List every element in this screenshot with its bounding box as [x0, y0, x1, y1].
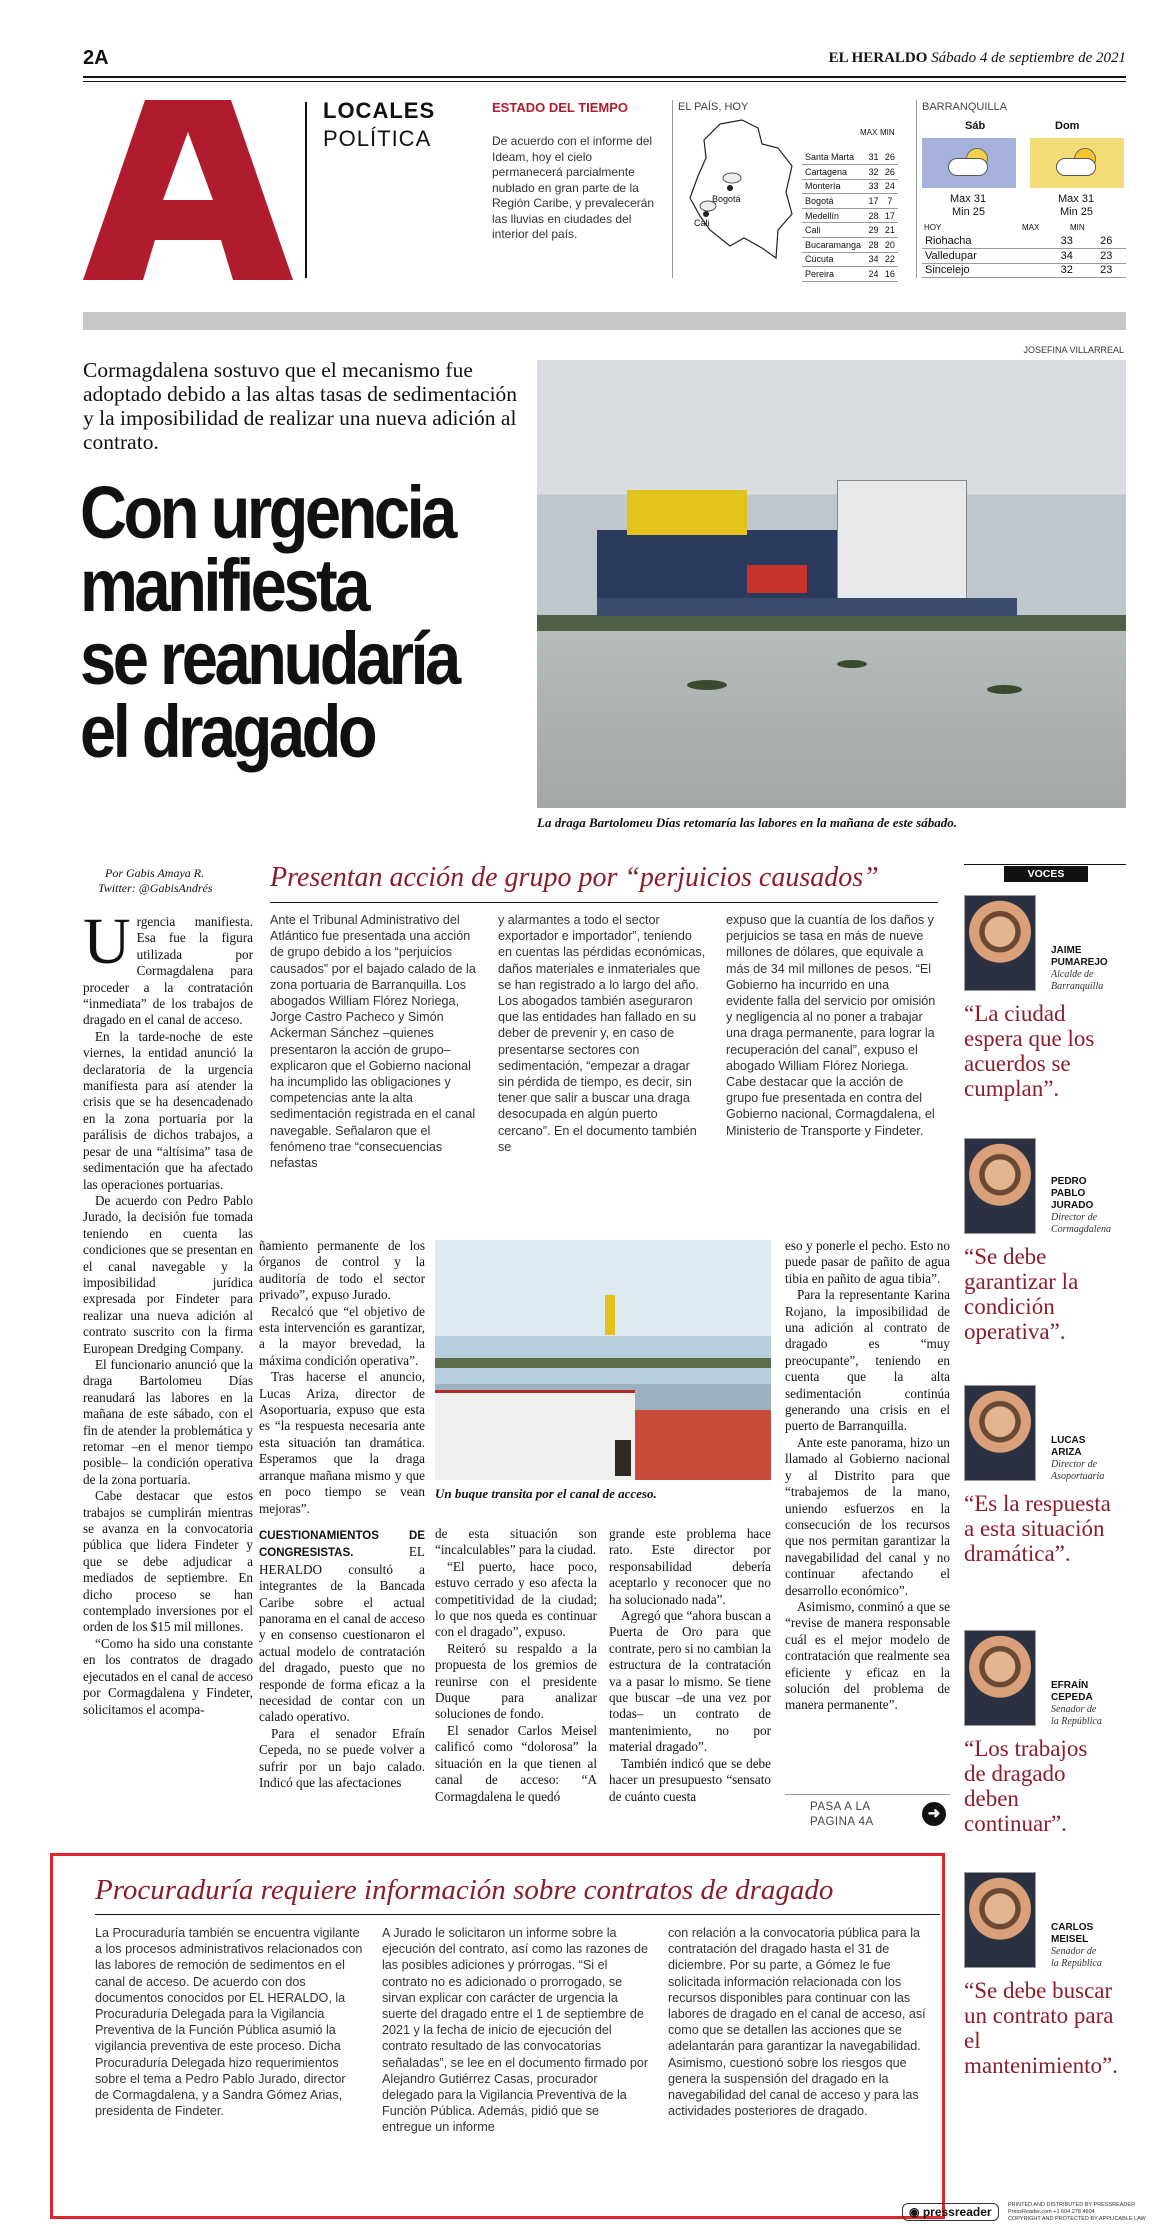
paragraph: Recalcó que “el objetivo de esta intervención es garantizar, a la mayor brevedad, la máxima condición operativa”. [259, 1303, 425, 1368]
city-row [802, 165, 898, 180]
city-row [802, 194, 898, 209]
voces-rule [964, 864, 1126, 865]
byline-twitter: Twitter: @GabisAndrés [98, 881, 213, 895]
footer-brand: pressreader [922, 2205, 992, 2219]
sidebar-column-1: Ante el Tribunal Administrativo del Atlántico fue presentada una acción de grupo debido a los “perjuicios causados” por el bajado calado de la zona portuaria de Barranquilla. Los abogados William Flórez Noriega, Jorge Castro Pacheco y Simón Ackerman Sánchez –quienes presentaron la acción de grupo– explicaron que el Gobierno nacional ha incumplido las obligaciones y competencias ante la alta sedimentación registrada en el canal navegable. Señalaron que el fenómeno trae “consecuencias nefastas [270, 913, 476, 1171]
jump-rule [785, 1794, 950, 1795]
voice-name: JURADO [1051, 1200, 1094, 1211]
city-name: Valledupar [922, 249, 1047, 264]
city-name: Pereira [802, 267, 865, 282]
paragraph: Cabe destacar que estos trabajos se cumplirán mientras se avanza en la convocatoria pública que lidera Findeter y que se debe adjudicar a mediados de septiembre. En dicho proceso se han contemplado inversiones por el orden de los $15 mil millones. [83, 1488, 253, 1635]
voice-role: la República [1051, 1958, 1102, 1969]
voice-role: Senador de [1051, 1946, 1097, 1957]
map-label-cali: Cali [694, 218, 710, 228]
jump-text-1: PASA A LA [810, 1801, 871, 1813]
city-name: Cali [802, 223, 865, 238]
dredge-photo [537, 360, 1126, 808]
city-max: 34 [1047, 249, 1086, 264]
city-min: 7 [882, 194, 898, 209]
paragraph: rgencia manifiesta. Esa fue la figura utilizada por Cormagdalena para proceder a la contratación “inmediata” de los trabajos de dragado en el canal de acceso. [83, 914, 253, 1028]
avatar [964, 1872, 1036, 1968]
max-header: MAX [860, 128, 878, 137]
paragraph: El senador Carlos Meisel calificó como “dolorosa” la situación en la que tienen al canal de acceso: “A Cormagdalena le quedó [435, 1722, 597, 1804]
sidebar-column-2: A Jurado le solicitaron un informe sobre la ejecución del contrato, así como las razones de las posibles adiciones y prórrogas. “Si el contrato no es adicionado o prorrogado, se sirvan explicar con carácter de urgencia la suerte del dragado entre el 1 de septiembre de 2021 y la fecha de inicio de ejecución del contrato resultado de las convocatorias señaladas”, se lee en el documento firmado por Alejandro Gutiérrez Casas, procurador delegado para la Vigilancia Preventiva de la Función Pública. Además, pidió que se entregue un informe [382, 1926, 649, 2135]
sidebar-rule [95, 1914, 940, 1915]
paragraph: “El puerto, hace poco, estuvo cerrado y eso afecta la competitividad de la ciudad; lo que nos queda es continuar con el dragado”, expuso. [435, 1558, 597, 1640]
voice-name: ARIZA [1051, 1447, 1082, 1458]
voice-quote: “Se debe garantizar la condición operativa”. [964, 1244, 1079, 1344]
byline-author: Por Gabis Amaya R. [105, 866, 205, 880]
section-subname: POLÍTICA [323, 126, 432, 151]
city-min: 16 [882, 267, 898, 282]
city-name: Riohacha [922, 234, 1047, 249]
deck: Cormagdalena sostuvo que el mecanismo fue adoptado debido a las altas tasas de sedimentación y la imposibilidad de realizar una nueva adición al contrato. [83, 358, 518, 454]
city-row [802, 208, 898, 223]
voice-person [1051, 945, 1126, 993]
sidebar-rule [270, 902, 938, 903]
headline-line-4: el dragado [80, 690, 375, 773]
city-name: Bogotá [802, 194, 865, 209]
pressreader-icon: ◉ [909, 2205, 920, 2219]
subhead: CUESTIONAMIENTOS DE CONGRESISTAS. [259, 1529, 425, 1560]
voice-name: PEDRO [1051, 1176, 1087, 1187]
photo-caption: La draga Bartolomeu Días retomaría las labores en la mañana de este sábado. [537, 815, 957, 830]
voice-name: CEPEDA [1051, 1692, 1093, 1703]
dropcap: U [83, 905, 131, 978]
paragraph: Asimismo, conminó a que se “revise de manera responsable cuál es el mejor modelo de contratación que realmente sea eficiente y eficaz en la solución del problema de manera permanente”. [785, 1598, 950, 1713]
voice-name: LUCAS [1051, 1435, 1086, 1446]
weather-text: De acuerdo con el informe del Ideam, hoy el cielo permanecerá parcialmente nublado en gran parte de la Región Caribe, y prevalecerán las lluvias en ciudades del interior del país. [492, 134, 655, 241]
city-min: 23 [1087, 249, 1127, 264]
headline [80, 471, 485, 773]
country-label: EL PAÍS, HOY [678, 101, 749, 113]
jump-text-2: PAGINA 4A [810, 1816, 874, 1828]
sat-max: Max 31 [950, 193, 987, 205]
city-max: 31 [865, 150, 881, 165]
paragraph: El funcionario anunció que la draga Bartolomeu Días reanudará las labores en la mañana de este sábado, con el fin de atender la problemática y retomar –en el menor tiempo posible– la condición operativa de la zona portuaria. [83, 1356, 253, 1487]
section-divider [305, 102, 307, 278]
headline-line-1: Con urgencia [80, 471, 454, 554]
voice-person [1051, 1176, 1126, 1236]
city-min: 23 [1087, 263, 1127, 278]
paragraph: “Como ha sido una constante en los contratos de dragado ejecutados en el canal de acceso por Cormagdalena y Findeter, solicitamos el acompa- [83, 1635, 253, 1717]
page-number: 2A [83, 47, 109, 69]
local-label: BARRANQUILLA [922, 101, 1007, 113]
hoy-max-label: MAX [1022, 223, 1040, 232]
hoy-min-label: MIN [1070, 223, 1085, 232]
voice-name: EFRAÍN [1051, 1680, 1089, 1691]
avatar [964, 1138, 1036, 1234]
paragraph: eso y ponerle el pecho. Esto no puede pasar de pañito de agua tibia en pañito de agua tibia”. [785, 1238, 950, 1286]
city-max: 32 [1047, 263, 1086, 278]
city-name: Montería [802, 179, 865, 194]
city-name: Cúcuta [802, 252, 865, 267]
city-min: 17 [882, 208, 898, 223]
voice-name: MEISEL [1051, 1934, 1089, 1945]
colombia-map [680, 118, 800, 268]
paragraph: Para el senador Efraín Cepeda, no se puede volver a sufrir por un bajo calado. Indicó que las afectaciones [259, 1725, 425, 1790]
paragraph: grande este problema hace rato. Este director por responsabilidad debería aceptarlo y reconocer que no ha solucionado nada”. [609, 1526, 771, 1607]
city-max: 33 [1047, 234, 1086, 249]
avatar [964, 895, 1036, 991]
city-row [802, 267, 898, 282]
cities-table [802, 150, 898, 282]
voice-quote: “La ciudad espera que los acuerdos se cumplan”. [964, 1001, 1095, 1101]
hoy-label: HOY [924, 223, 942, 232]
sidebar-title: Presentan acción de grupo por “perjuicios causados” [270, 862, 879, 893]
city-row [802, 223, 898, 238]
voice-quote: “Los trabajos de dragado deben continuar”. [964, 1736, 1088, 1836]
voice-quote: “Es la respuesta a esta situación dramática”. [964, 1491, 1111, 1566]
cloud-sun-icon [948, 148, 992, 178]
article-column-1 [83, 905, 253, 1718]
sidebar-column-3: con relación a la convocatoria pública para la contratación del dragado hasta el 31 de diciembre. Por su parte, a Gómez le fue solicitada información relacionada con los recursos disponibles para continuar con las labores de dragado en el canal de acceso, así como que se detallen las acciones que se adelantarán para garantizar la navegabilidad. Asimismo, cuestionó sobre los riesgos que genera la suspensión del dragado en la navegabilidad del canal de acceso y para las actividades posteriores de dragado. [668, 1926, 926, 2119]
weather-divider [672, 100, 673, 278]
city-max: 24 [865, 267, 881, 282]
others-table [922, 234, 1126, 278]
voice-role: Barranquilla [1051, 981, 1104, 992]
footer-note [1008, 2202, 1146, 2223]
city-row [802, 150, 898, 165]
city-max: 17 [865, 194, 881, 209]
voice-role: Senador de [1051, 1704, 1097, 1715]
sidebar-column-2: y alarmantes a todo el sector exportador e importador”, teniendo en cuentas las pérdidas económicas, daños materiales e inmateriales que se han registrado a lo largo del año. Los abogados también aseguraron que las entidades han fallado en su deber de prevenir y, en caso de presentarse sectores con sedimentación, “empezar a dragar sin pérdida de tiempo, es decir, sin tener que salir a buscar una draga desocupada en algún puerto cercano”. En el documento también se [498, 913, 706, 1154]
footer-note-1: PRINTED AND DISTRIBUTED BY PRESSREADER [1008, 2202, 1136, 2208]
article-column-3 [435, 1526, 597, 1805]
city-min: 26 [882, 165, 898, 180]
sun-min: Min 25 [1060, 206, 1094, 218]
pressreader-logo [902, 2203, 999, 2221]
city-max: 28 [865, 238, 881, 253]
voice-role: Asoportuaria [1051, 1471, 1105, 1482]
issue-date: Sábado 4 de septiembre de 2021 [931, 50, 1126, 66]
avatar [964, 1385, 1036, 1481]
footer-note-2: PressReader.com +1 604 278 4604 [1008, 2209, 1095, 2215]
paper-name: EL HERALDO [828, 50, 928, 66]
city-min: 20 [882, 238, 898, 253]
voice-quote: “Se debe buscar un contrato para el mantenimiento”. [964, 1978, 1118, 2078]
article-column-5 [785, 1238, 950, 1714]
voice-role: Alcalde de [1051, 969, 1094, 980]
paragraph: Para la representante Karina Rojano, la imposibilidad de una adición al contrato de dragado es “muy preocupante”, teniendo en cuenta que la alta sedimentación continúa generando una crisis en el puerto de Barranquilla. [785, 1287, 950, 1434]
weather-divider-2 [916, 100, 917, 278]
paragraph: EL HERALDO consultó a integrantes de la Bancada Caribe sobre el actual panorama en el canal de acceso y en consenso cuestionaron el actual modelo de contratación del dragado, puesto que no responde de forma eficaz a la necesidad de contar con un calado operativo. [259, 1544, 425, 1725]
city-row [922, 234, 1126, 249]
paragraph: Ante este panorama, hizo un llamado al Gobierno nacional y al Distrito para que “trabajemos de la mano, uniendo esfuerzos en la consecución de los recursos que nos permitan garantizar la navegabilidad del canal y no continuar afectando el desarrollo económico”. [785, 1434, 950, 1598]
paragraph: ñamiento permanente de los órganos de control y la auditoría de todo el sector privado”, expuso Jurado. [259, 1238, 425, 1303]
voice-name: JAIME [1051, 945, 1082, 956]
city-name: Sincelejo [922, 263, 1047, 278]
city-row [802, 238, 898, 253]
sidebar-title: Procuraduría requiere información sobre contratos de dragado [95, 1874, 834, 1906]
weather-title: ESTADO DEL TIEMPO [492, 100, 629, 115]
voces-title: VOCES [1004, 866, 1088, 882]
section-letter-logo [83, 100, 293, 280]
city-max: 32 [865, 165, 881, 180]
voice-person [1051, 1922, 1126, 1970]
city-name: Medellín [802, 208, 865, 223]
city-row [802, 252, 898, 267]
paragraph: Tras hacerse el anuncio, Lucas Ariza, director de Asoportuaria, expuso que esta es “la respuesta necesaria ante esta situación tan dramática. Esperamos que la draga arranque mañana mismo y que en poco tiempo se vean mejoras”. [259, 1369, 425, 1516]
city-min: 26 [1087, 234, 1127, 249]
paragraph: También indicó que se debe hacer un presupuesto “sensato de cuánto cuesta [609, 1755, 771, 1804]
paragraph: Reiteró su respaldo a la propuesta de los gremios de reunirse con el presidente Duque para analizar soluciones de fondo. [435, 1640, 597, 1722]
city-name: Santa Marta [802, 150, 865, 165]
paragraph: Agregó que “ahora buscan a Puerta de Oro para que contrate, pero si no cambian la estructura de la contratación va a pasar lo mismo. Se tiene que buscar –de una vez por todas– un contrato de mantenimiento, no por material dragado”. [609, 1608, 771, 1755]
avatar [964, 1630, 1036, 1726]
arrow-right-icon[interactable]: ➜ [922, 1802, 946, 1826]
cloud-sun-icon [1056, 148, 1100, 178]
voice-person [1051, 1680, 1126, 1728]
city-max: 28 [865, 208, 881, 223]
voice-role: Director de [1051, 1459, 1098, 1470]
voice-role: Cormagdalena [1051, 1224, 1111, 1235]
sat-min: Min 25 [952, 206, 986, 218]
paragraph: De acuerdo con Pedro Pablo Jurado, la decisión fue tomada teniendo en cuenta las condiciones que se presentan en el canal navegable y la imposibilidad jurídica expresada por Findeter para realizar una nueva adición al contrato suscrito con la firma European Dredging Company. [83, 1192, 253, 1356]
voice-role: Director de [1051, 1212, 1098, 1223]
voice-name: PABLO [1051, 1188, 1086, 1199]
city-row [802, 179, 898, 194]
voice-person [1051, 1435, 1126, 1483]
city-row [922, 263, 1126, 278]
article-column-2 [259, 1238, 425, 1791]
photo-caption: Un buque transita por el canal de acceso. [435, 1486, 657, 1501]
city-min: 22 [882, 252, 898, 267]
city-min: 21 [882, 223, 898, 238]
forecast-day-sun: Dom [1055, 120, 1080, 132]
forecast-day-sat: Sáb [965, 120, 986, 132]
map-label-bogota: Bogotá [712, 194, 741, 204]
headline-line-2: manifiesta [80, 544, 367, 627]
city-min: 26 [882, 150, 898, 165]
photo-credit: JOSEFINA VILLARREAL [1023, 345, 1124, 355]
paragraph: de esta situación son “incalculables” para la ciudad. [435, 1526, 597, 1558]
header-rule [83, 76, 1126, 82]
city-name: Cartagena [802, 165, 865, 180]
city-max: 29 [865, 223, 881, 238]
voice-name: CARLOS [1051, 1922, 1094, 1933]
footer-note-3: COPYRIGHT AND PROTECTED BY APPLICABLE LAW [1008, 2216, 1146, 2222]
city-name: Bucaramanga [802, 238, 865, 253]
article-column-4 [609, 1526, 771, 1805]
canal-photo [435, 1240, 771, 1480]
sidebar-column-1: La Procuraduría también se encuentra vigilante a los procesos administrativos relacionados con las labores de remoción de sedimentos en el canal de acceso. De acuerdo con dos documentos conocidos por EL HERALDO, la Procuraduría Delegada para la Vigilancia Preventiva de la Función Pública asumió la vigilancia preventiva de este proceso. Dicha Procuraduría Delegada hizo requerimientos sobre el tema a Pedro Pablo Jurado, director de Cormagdalena, y a Sandra Gómez Arias, presidenta de Findeter. [95, 1926, 363, 2119]
headline-line-3: se reanudaría [80, 617, 458, 700]
gray-band [83, 312, 1126, 330]
sun-max: Max 31 [1058, 193, 1095, 205]
paragraph: En la tarde-noche de este viernes, la entidad anunció la declaratoria de la urgencia manifiesta para así atender la crisis que se ha desencadenado en la zona portuaria por la parálisis de dichos trabajos, a pesar de una “altísima” tasa de sedimentación que ha afectado las operaciones portuarias. [83, 1028, 253, 1192]
min-header: MIN [880, 128, 895, 137]
voice-role: la República [1051, 1716, 1102, 1727]
city-row [922, 249, 1126, 264]
masthead [829, 50, 1126, 67]
jump-link[interactable] [810, 1800, 874, 1830]
city-min: 24 [882, 179, 898, 194]
section-name: LOCALES [323, 98, 436, 123]
city-max: 33 [865, 179, 881, 194]
voice-name: PUMAREJO [1051, 957, 1108, 968]
city-max: 34 [865, 252, 881, 267]
sidebar-column-3: expuso que la cuantía de los daños y perjuicios se tasa en más de nueve millones de dólares, que equivale a más de 34 mil millones de pesos. “El Gobierno ha incurrido en una evidente falla del servicio por omisión y negligencia al no poner a trabajar una draga permanente, para lograr la recuperación del canal”, expuso el abogado William Flórez Noriega. Cabe destacar que la acción de grupo fue presentada en contra del Gobierno nacional, Cormagdalena, el Ministerio de Transporte y Findeter. [726, 913, 936, 1138]
